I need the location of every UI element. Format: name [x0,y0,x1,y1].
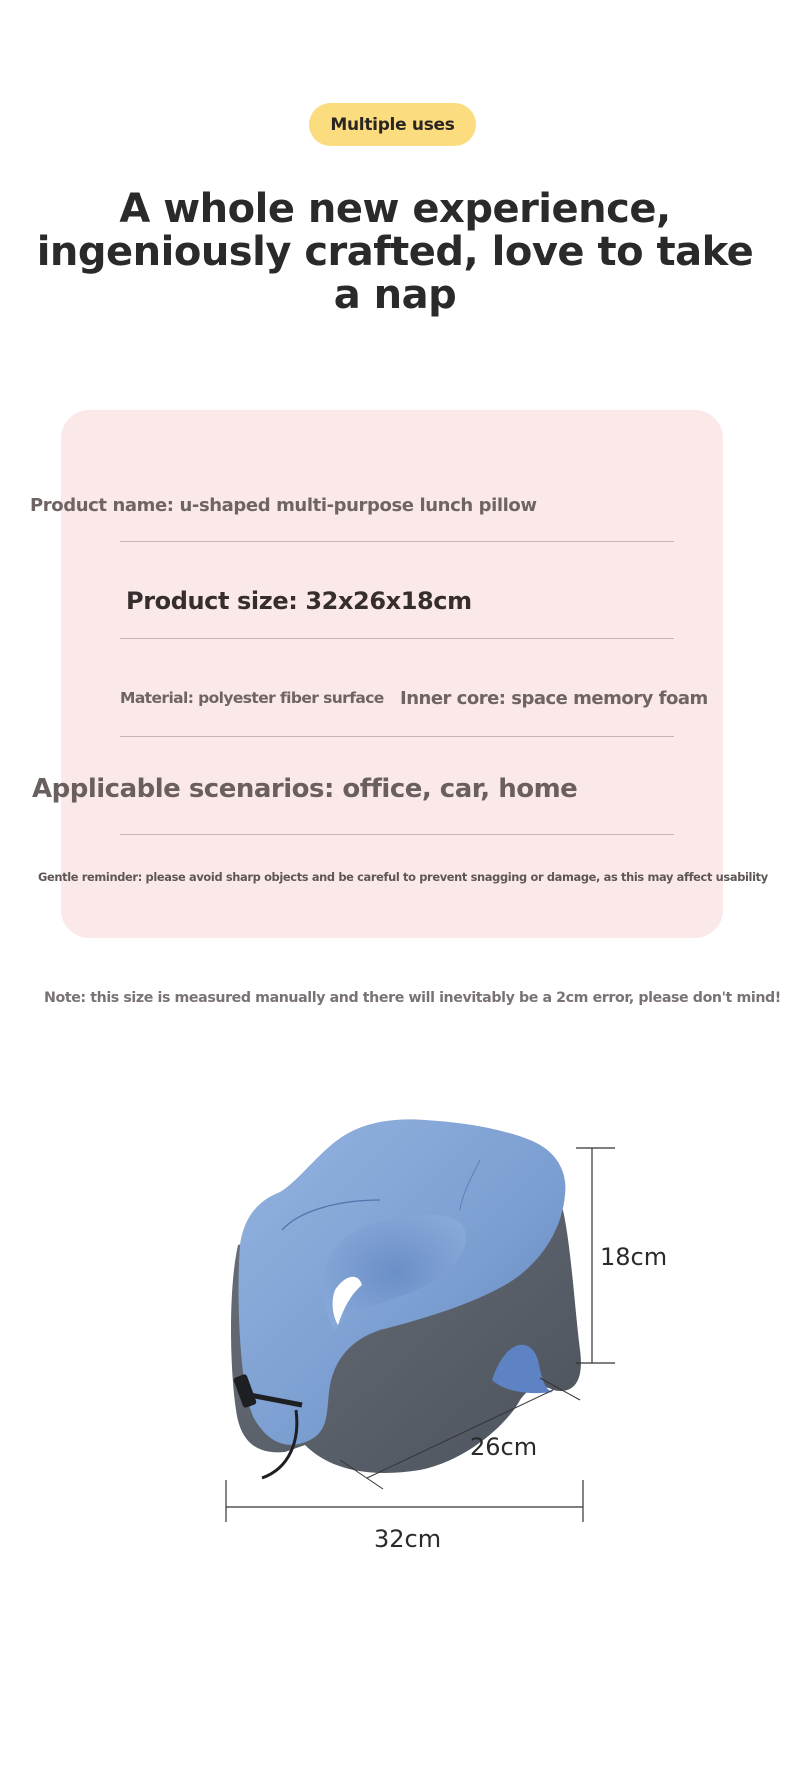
gentle-reminder: Gentle reminder: please avoid sharp objects and be careful to prevent snagging or damage, as this may affect usability [38,870,768,884]
height-label: 18cm [600,1243,668,1271]
inner-core: Inner core: space memory foam [400,688,708,709]
multiple-uses-badge [309,103,476,146]
product-name: Product name: u-shaped multi-purpose lunch pillow [30,495,537,516]
applicable-scenarios: Applicable scenarios: office, car, home [32,774,578,804]
spec-card [61,410,723,938]
width-label: 32cm [374,1525,442,1553]
depth-label: 26cm [470,1433,538,1461]
badge-label: Multiple uses [330,114,455,135]
width-dimension [226,1480,583,1522]
measurement-note: Note: this size is measured manually and there will inevitably be a 2cm error, please don't mind! [44,990,781,1006]
title-line-2: ingeniously crafted, love to take [36,229,754,275]
page-title [0,188,790,317]
product-size: Product size: 32x26x18cm [126,587,472,615]
title-line-1: A whole new experience, [119,186,671,232]
divider [120,638,674,639]
divider [120,834,674,835]
divider [120,541,674,542]
material: Material: polyester fiber surface [120,689,384,707]
divider [120,736,674,737]
pillow-image [0,1080,790,1580]
title-line-3: a nap [333,272,457,318]
